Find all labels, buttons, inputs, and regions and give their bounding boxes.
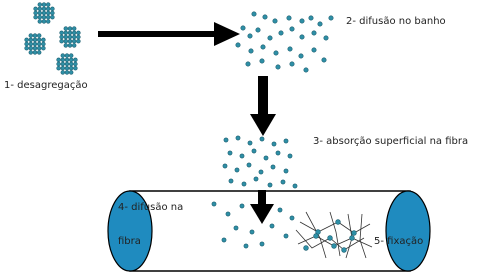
surface-particle [284, 169, 288, 173]
dispersed-particle [256, 28, 260, 32]
diffused-particle [240, 204, 244, 208]
aggregate-cluster [42, 38, 46, 42]
label-step4-line2: fibra [118, 236, 141, 247]
aggregate-cluster [69, 54, 73, 58]
diffused-particle [284, 234, 288, 238]
surface-particle [276, 151, 280, 155]
dispersed-particle [329, 16, 333, 20]
aggregate-cluster [51, 11, 55, 15]
aggregate-cluster [57, 58, 61, 62]
aggregate-cluster [77, 35, 81, 39]
diffused-particle [234, 226, 238, 230]
surface-particle [224, 138, 228, 142]
aggregate-cluster [65, 54, 69, 58]
dispersed-particle [290, 62, 294, 66]
aggregate-cluster [25, 42, 29, 46]
surface-particle [248, 141, 252, 145]
surface-particle [247, 163, 251, 167]
aggregate-cluster [29, 38, 33, 42]
dispersed-particle [324, 36, 328, 40]
aggregate-cluster [33, 42, 37, 46]
surface-particle [272, 142, 276, 146]
aggregate-cluster [72, 27, 76, 31]
aggregate-cluster [42, 3, 46, 7]
aggregate-cluster [64, 31, 68, 35]
diffused-particle [226, 212, 230, 216]
dispersed-particle [249, 49, 253, 53]
surface-particle [235, 168, 239, 172]
aggregate-cluster [64, 27, 68, 31]
fixed-particle [350, 236, 355, 241]
aggregate-cluster [57, 62, 61, 66]
aggregate-cluster [68, 39, 72, 43]
aggregate-cluster [37, 42, 41, 46]
aggregate-cluster [46, 3, 50, 7]
aggregate-cluster [72, 31, 76, 35]
aggregate-cluster [33, 46, 37, 50]
aggregate-cluster [33, 34, 37, 38]
fiber-right-end [386, 191, 430, 271]
surface-particle [242, 182, 246, 186]
aggregate-cluster [25, 46, 29, 50]
dispersed-particle [299, 54, 303, 58]
dispersed-particle [300, 35, 304, 39]
aggregate-cluster [77, 31, 81, 35]
aggregate-cluster [69, 71, 73, 75]
dispersed-particle [248, 34, 252, 38]
dispersed-particle [261, 45, 265, 49]
aggregate-cluster [57, 66, 61, 70]
aggregate-cluster [60, 39, 64, 43]
fixed-particle [304, 246, 309, 251]
dispersed-particle [287, 16, 291, 20]
aggregate-cluster [37, 46, 41, 50]
aggregate-cluster [51, 7, 55, 11]
surface-particle [264, 156, 268, 160]
aggregate-cluster [65, 66, 69, 70]
aggregate-cluster [61, 54, 65, 58]
aggregate-cluster [42, 7, 46, 11]
aggregate-cluster [29, 46, 33, 50]
aggregate-cluster [64, 44, 68, 48]
aggregate-cluster [68, 44, 72, 48]
aggregate-cluster [46, 20, 50, 24]
diffused-particle [270, 224, 274, 228]
dispersed-particle [309, 16, 313, 20]
label-step2: 2- difusão no banho [346, 16, 446, 27]
aggregate-cluster [38, 20, 42, 24]
label-step3: 3- absorção superficial na fibra [313, 136, 469, 147]
aggregate-cluster [61, 66, 65, 70]
aggregate-cluster [68, 27, 72, 31]
aggregate-cluster [61, 62, 65, 66]
aggregate-cluster [65, 71, 69, 75]
diffused-particle [244, 244, 248, 248]
surface-particle [288, 154, 292, 158]
aggregate-cluster [42, 11, 46, 15]
aggregate-cluster [38, 7, 42, 11]
aggregate-cluster [42, 46, 46, 50]
dispersed-particle [236, 43, 240, 47]
aggregate-cluster [37, 51, 41, 55]
label-step1: 1- desagregação [4, 80, 88, 91]
dispersed-particle [252, 12, 256, 16]
aggregate-cluster [65, 62, 69, 66]
arrow-to-surface [250, 76, 276, 136]
aggregate-cluster [61, 58, 65, 62]
surface-particle [254, 177, 258, 181]
aggregate-cluster [74, 62, 78, 66]
diffused-particle [290, 216, 294, 220]
aggregate-cluster [68, 35, 72, 39]
diffused-particle [250, 230, 254, 234]
label-step5: 5- fixação [374, 236, 424, 247]
aggregate-cluster [25, 38, 29, 42]
surface-particle [271, 165, 275, 169]
aggregate-cluster [37, 38, 41, 42]
aggregate-cluster [65, 58, 69, 62]
aggregate-cluster [69, 58, 73, 62]
surface-particle [252, 149, 256, 153]
dispersed-particle [279, 31, 283, 35]
aggregate-cluster [34, 11, 38, 15]
aggregate-cluster [34, 7, 38, 11]
aggregate-cluster [60, 35, 64, 39]
aggregate-cluster [69, 66, 73, 70]
dispersed-particle [318, 22, 322, 26]
dispersed-particle [260, 59, 264, 63]
dispersed-particle [312, 48, 316, 52]
fixed-particle [352, 231, 357, 236]
dispersed-particle [268, 36, 272, 40]
surface-particle [236, 136, 240, 140]
surface-particle [229, 179, 233, 183]
aggregate-cluster [64, 39, 68, 43]
fixed-particle [336, 220, 341, 225]
dispersed-particle [263, 15, 267, 19]
aggregate-cluster [61, 71, 65, 75]
aggregate-cluster [72, 39, 76, 43]
aggregate-cluster [77, 39, 81, 43]
surface-particle [240, 154, 244, 158]
aggregate-cluster [42, 15, 46, 19]
aggregate-cluster [34, 15, 38, 19]
dispersed-particle [274, 51, 278, 55]
dispersed-particle [273, 19, 277, 23]
aggregate-cluster [68, 31, 72, 35]
dispersed-particle [312, 31, 316, 35]
diffused-particle [212, 202, 216, 206]
surface-particle [284, 139, 288, 143]
surface-particle [228, 151, 232, 155]
dispersed-particle [300, 19, 304, 23]
aggregate-cluster [33, 51, 37, 55]
aggregate-cluster [46, 15, 50, 19]
aggregate-cluster [29, 34, 33, 38]
aggregate-cluster [60, 31, 64, 35]
aggregate-cluster [38, 11, 42, 15]
aggregate-cluster [69, 62, 73, 66]
surface-particle [223, 164, 227, 168]
aggregate-cluster [37, 34, 41, 38]
dispersed-particle [288, 47, 292, 51]
aggregate-cluster [42, 20, 46, 24]
fixed-particle [314, 234, 319, 239]
surface-particle [281, 180, 285, 184]
dispersed-particle [290, 27, 294, 31]
aggregate-cluster [74, 66, 78, 70]
aggregate-cluster [72, 44, 76, 48]
aggregate-cluster [72, 35, 76, 39]
aggregate-cluster [64, 35, 68, 39]
aggregate-cluster [29, 51, 33, 55]
aggregate-cluster [51, 15, 55, 19]
diffused-particle [260, 242, 264, 246]
aggregate-cluster [42, 42, 46, 46]
aggregate-cluster [33, 38, 37, 42]
aggregate-cluster [38, 3, 42, 7]
surface-particle [293, 184, 297, 188]
dispersed-particle [304, 68, 308, 72]
dispersed-particle [322, 58, 326, 62]
label-step4-line1: 4- difusão na [118, 202, 184, 213]
arrow-to-bath [98, 22, 240, 46]
dispersed-particle [276, 65, 280, 69]
aggregate-cluster [46, 11, 50, 15]
aggregate-cluster [74, 58, 78, 62]
aggregate-cluster [29, 42, 33, 46]
surface-particle [260, 137, 264, 141]
aggregate-cluster [46, 7, 50, 11]
diffused-particle [278, 208, 282, 212]
fixed-particle [332, 244, 337, 249]
surface-particle [259, 170, 263, 174]
fixed-particle [342, 248, 347, 253]
diffused-particle [222, 238, 226, 242]
dispersed-particle [241, 26, 245, 30]
surface-particle [268, 183, 272, 187]
fixed-particle [328, 236, 333, 241]
aggregate-cluster [38, 15, 42, 19]
dispersed-particle [246, 62, 250, 66]
